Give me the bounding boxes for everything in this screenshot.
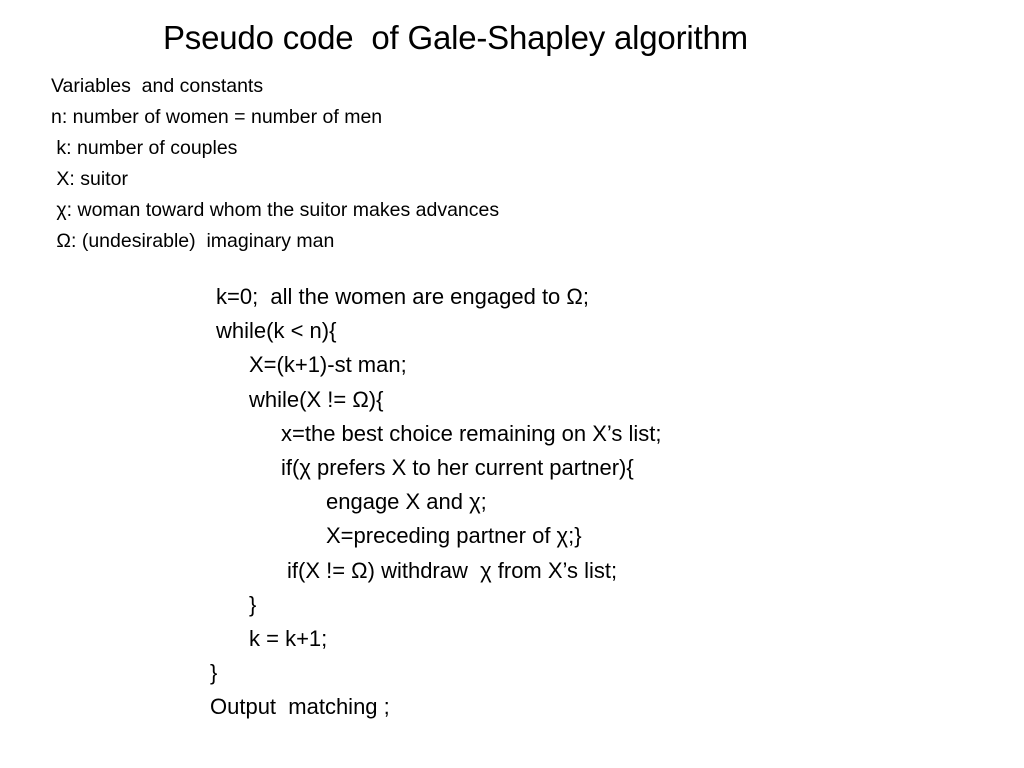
code-line-assign-suitor: X=(k+1)-st man; [249, 352, 407, 378]
variable-x-suitor: X: suitor [51, 168, 128, 190]
variables-heading: Variables and constants [51, 75, 264, 97]
variable-k: k: number of couples [51, 137, 238, 159]
code-line-withdraw: if(X != Ω) withdraw χ from X’s list; [287, 557, 618, 583]
code-line-preceding: X=preceding partner of χ;} [326, 523, 582, 549]
code-line-outer-while: while(k < n){ [216, 318, 337, 344]
variable-omega-man: Ω: (undesirable) imaginary man [51, 230, 335, 252]
code-line-best-choice: x=the best choice remaining on X’s list; [281, 420, 662, 446]
code-line-inner-while: while(X != Ω){ [249, 386, 384, 412]
code-line-increment: k = k+1; [249, 625, 328, 651]
slide-title: Pseudo code of Gale-Shapley algorithm [163, 19, 748, 56]
variable-n: n: number of women = number of men [51, 106, 383, 128]
variable-chi-woman: χ: woman toward whom the suitor makes advances [51, 199, 500, 221]
code-line-init: k=0; all the women are engaged to Ω; [216, 284, 589, 309]
code-line-engage: engage X and χ; [326, 489, 487, 515]
code-line-if-prefers: if(χ prefers X to her current partner){ [281, 454, 634, 480]
code-line-inner-close: } [249, 591, 257, 617]
variables-block [51, 71, 499, 257]
code-line-output: Output matching ; [210, 694, 390, 720]
code-line-outer-close: } [210, 660, 218, 686]
pseudocode-block [210, 280, 662, 724]
